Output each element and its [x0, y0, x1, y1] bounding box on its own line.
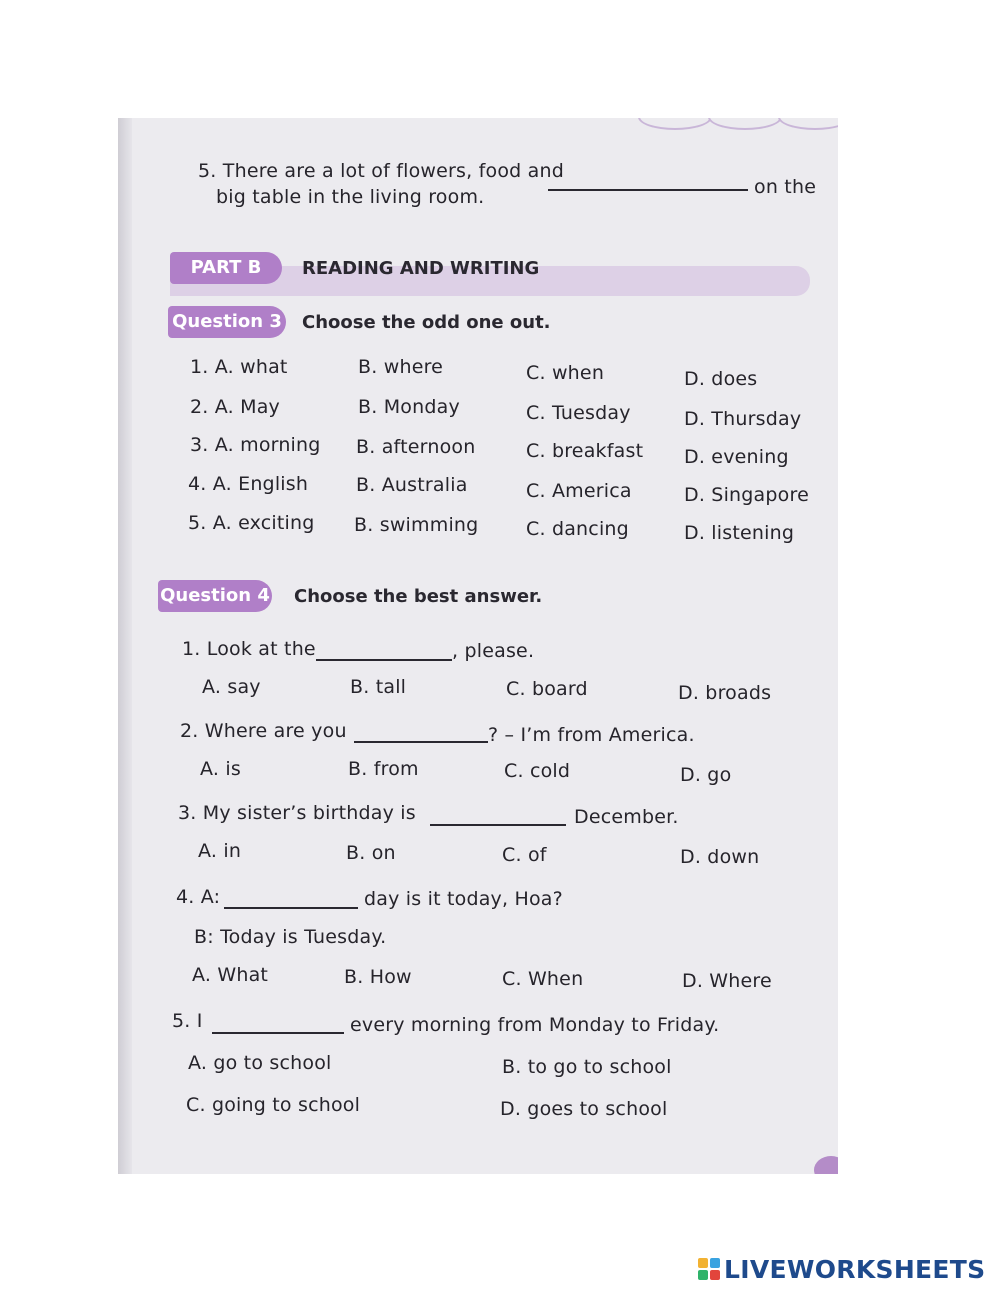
- q4-1-text: 1. Look at the: [182, 638, 316, 660]
- q3-row2-option-b[interactable]: B. Monday: [358, 396, 460, 418]
- q4-3-answer-blank[interactable]: [430, 824, 566, 826]
- q4-4-text: 4. A:: [176, 886, 221, 908]
- decorative-corner: [814, 1156, 838, 1174]
- q4-1-option-d[interactable]: D. broads: [678, 682, 772, 704]
- question-3-badge: Question 3: [168, 306, 286, 338]
- q3-row3-option-b[interactable]: B. afternoon: [356, 436, 476, 458]
- q3-row5-option-d[interactable]: D. listening: [684, 522, 795, 544]
- q3-row5-option-c[interactable]: C. dancing: [526, 518, 629, 540]
- q3-row1-option-b[interactable]: B. where: [358, 356, 444, 378]
- decorative-scallop: [778, 118, 838, 130]
- q4-4-option-d[interactable]: D. Where: [682, 970, 772, 992]
- q4-4-option-a[interactable]: A. What: [192, 964, 269, 986]
- q3-row1-option-c[interactable]: C. when: [526, 362, 605, 384]
- q5-text: 5. There are a lot of flowers, food and: [198, 160, 565, 182]
- q4-2-option-a[interactable]: A. is: [200, 758, 241, 780]
- q4-5-text-end: every morning from Monday to Friday.: [350, 1014, 720, 1036]
- q4-4-option-c[interactable]: C. When: [502, 968, 584, 990]
- q4-2-option-b[interactable]: B. from: [348, 758, 419, 780]
- q4-5-option-c[interactable]: C. going to school: [186, 1094, 361, 1116]
- q3-row3-option-c[interactable]: C. breakfast: [526, 440, 644, 462]
- decorative-scallop: [708, 118, 782, 130]
- q4-3-option-a[interactable]: A. in: [198, 840, 242, 862]
- q4-5-text: 5. I: [172, 1010, 203, 1032]
- q3-row5-option-a[interactable]: 5. A. exciting: [188, 512, 315, 534]
- q4-2-option-d[interactable]: D. go: [680, 764, 732, 786]
- part-b-badge: PART B: [170, 252, 282, 284]
- q4-2-text-end: ? – I’m from America.: [488, 724, 695, 746]
- q4-3-option-d[interactable]: D. down: [680, 846, 760, 868]
- q3-row4-option-a[interactable]: 4. A. English: [188, 473, 309, 495]
- q4-2-answer-blank[interactable]: [354, 741, 488, 743]
- q3-row1-option-a[interactable]: 1. A. what: [190, 356, 288, 378]
- q4-1-text-end: , please.: [452, 640, 535, 662]
- worksheet-page: [118, 118, 838, 1174]
- q4-3-text: 3. My sister’s birthday is: [178, 802, 416, 824]
- question-4-instruction: Choose the best answer.: [294, 586, 543, 607]
- q4-2-option-c[interactable]: C. cold: [504, 760, 571, 782]
- q3-row2-option-a[interactable]: 2. A. May: [190, 396, 280, 418]
- q4-1-option-b[interactable]: B. tall: [350, 676, 407, 698]
- q4-2-text: 2. Where are you: [180, 720, 347, 742]
- q4-4-text-line2: B: Today is Tuesday.: [194, 926, 387, 948]
- liveworksheets-logo[interactable]: [698, 1254, 985, 1284]
- q3-row4-option-b[interactable]: B. Australia: [356, 474, 468, 496]
- q3-row4-option-d[interactable]: D. Singapore: [684, 484, 809, 506]
- liveworksheets-wordmark: LIVEWORKSHEETS: [724, 1254, 986, 1284]
- q4-1-option-a[interactable]: A. say: [202, 676, 261, 698]
- q3-row2-option-d[interactable]: D. Thursday: [684, 408, 802, 430]
- q3-row1-option-d[interactable]: D. does: [684, 368, 758, 390]
- q3-row2-option-c[interactable]: C. Tuesday: [526, 402, 631, 424]
- question-4-badge: Question 4: [158, 580, 272, 612]
- q4-4-answer-blank[interactable]: [224, 907, 358, 909]
- q4-5-answer-blank[interactable]: [212, 1032, 344, 1034]
- q4-4-option-b[interactable]: B. How: [344, 966, 412, 988]
- q5-text-end: on the: [754, 176, 817, 198]
- q4-4-text-end: day is it today, Hoa?: [364, 888, 563, 910]
- q4-3-option-c[interactable]: C. of: [502, 844, 547, 866]
- q4-5-option-b[interactable]: B. to go to school: [502, 1056, 672, 1078]
- q4-3-text-end: December.: [574, 806, 679, 828]
- decorative-scallop: [638, 118, 712, 130]
- q3-row5-option-b[interactable]: B. swimming: [354, 514, 479, 536]
- page-spine: [118, 118, 132, 1174]
- part-b-title: READING AND WRITING: [302, 258, 540, 279]
- q4-5-option-d[interactable]: D. goes to school: [500, 1098, 668, 1120]
- q5-text-line2: big table in the living room.: [216, 186, 485, 208]
- question-3-instruction: Choose the odd one out.: [302, 312, 551, 333]
- q4-5-option-a[interactable]: A. go to school: [188, 1052, 332, 1074]
- q4-1-answer-blank[interactable]: [316, 659, 452, 661]
- q4-1-option-c[interactable]: C. board: [506, 678, 588, 700]
- q3-row3-option-d[interactable]: D. evening: [684, 446, 789, 468]
- q3-row4-option-c[interactable]: C. America: [526, 480, 632, 502]
- q5-answer-blank[interactable]: [548, 189, 748, 191]
- q3-row3-option-a[interactable]: 3. A. morning: [190, 434, 321, 456]
- q4-3-option-b[interactable]: B. on: [346, 842, 396, 864]
- liveworksheets-grid-icon: [698, 1258, 720, 1280]
